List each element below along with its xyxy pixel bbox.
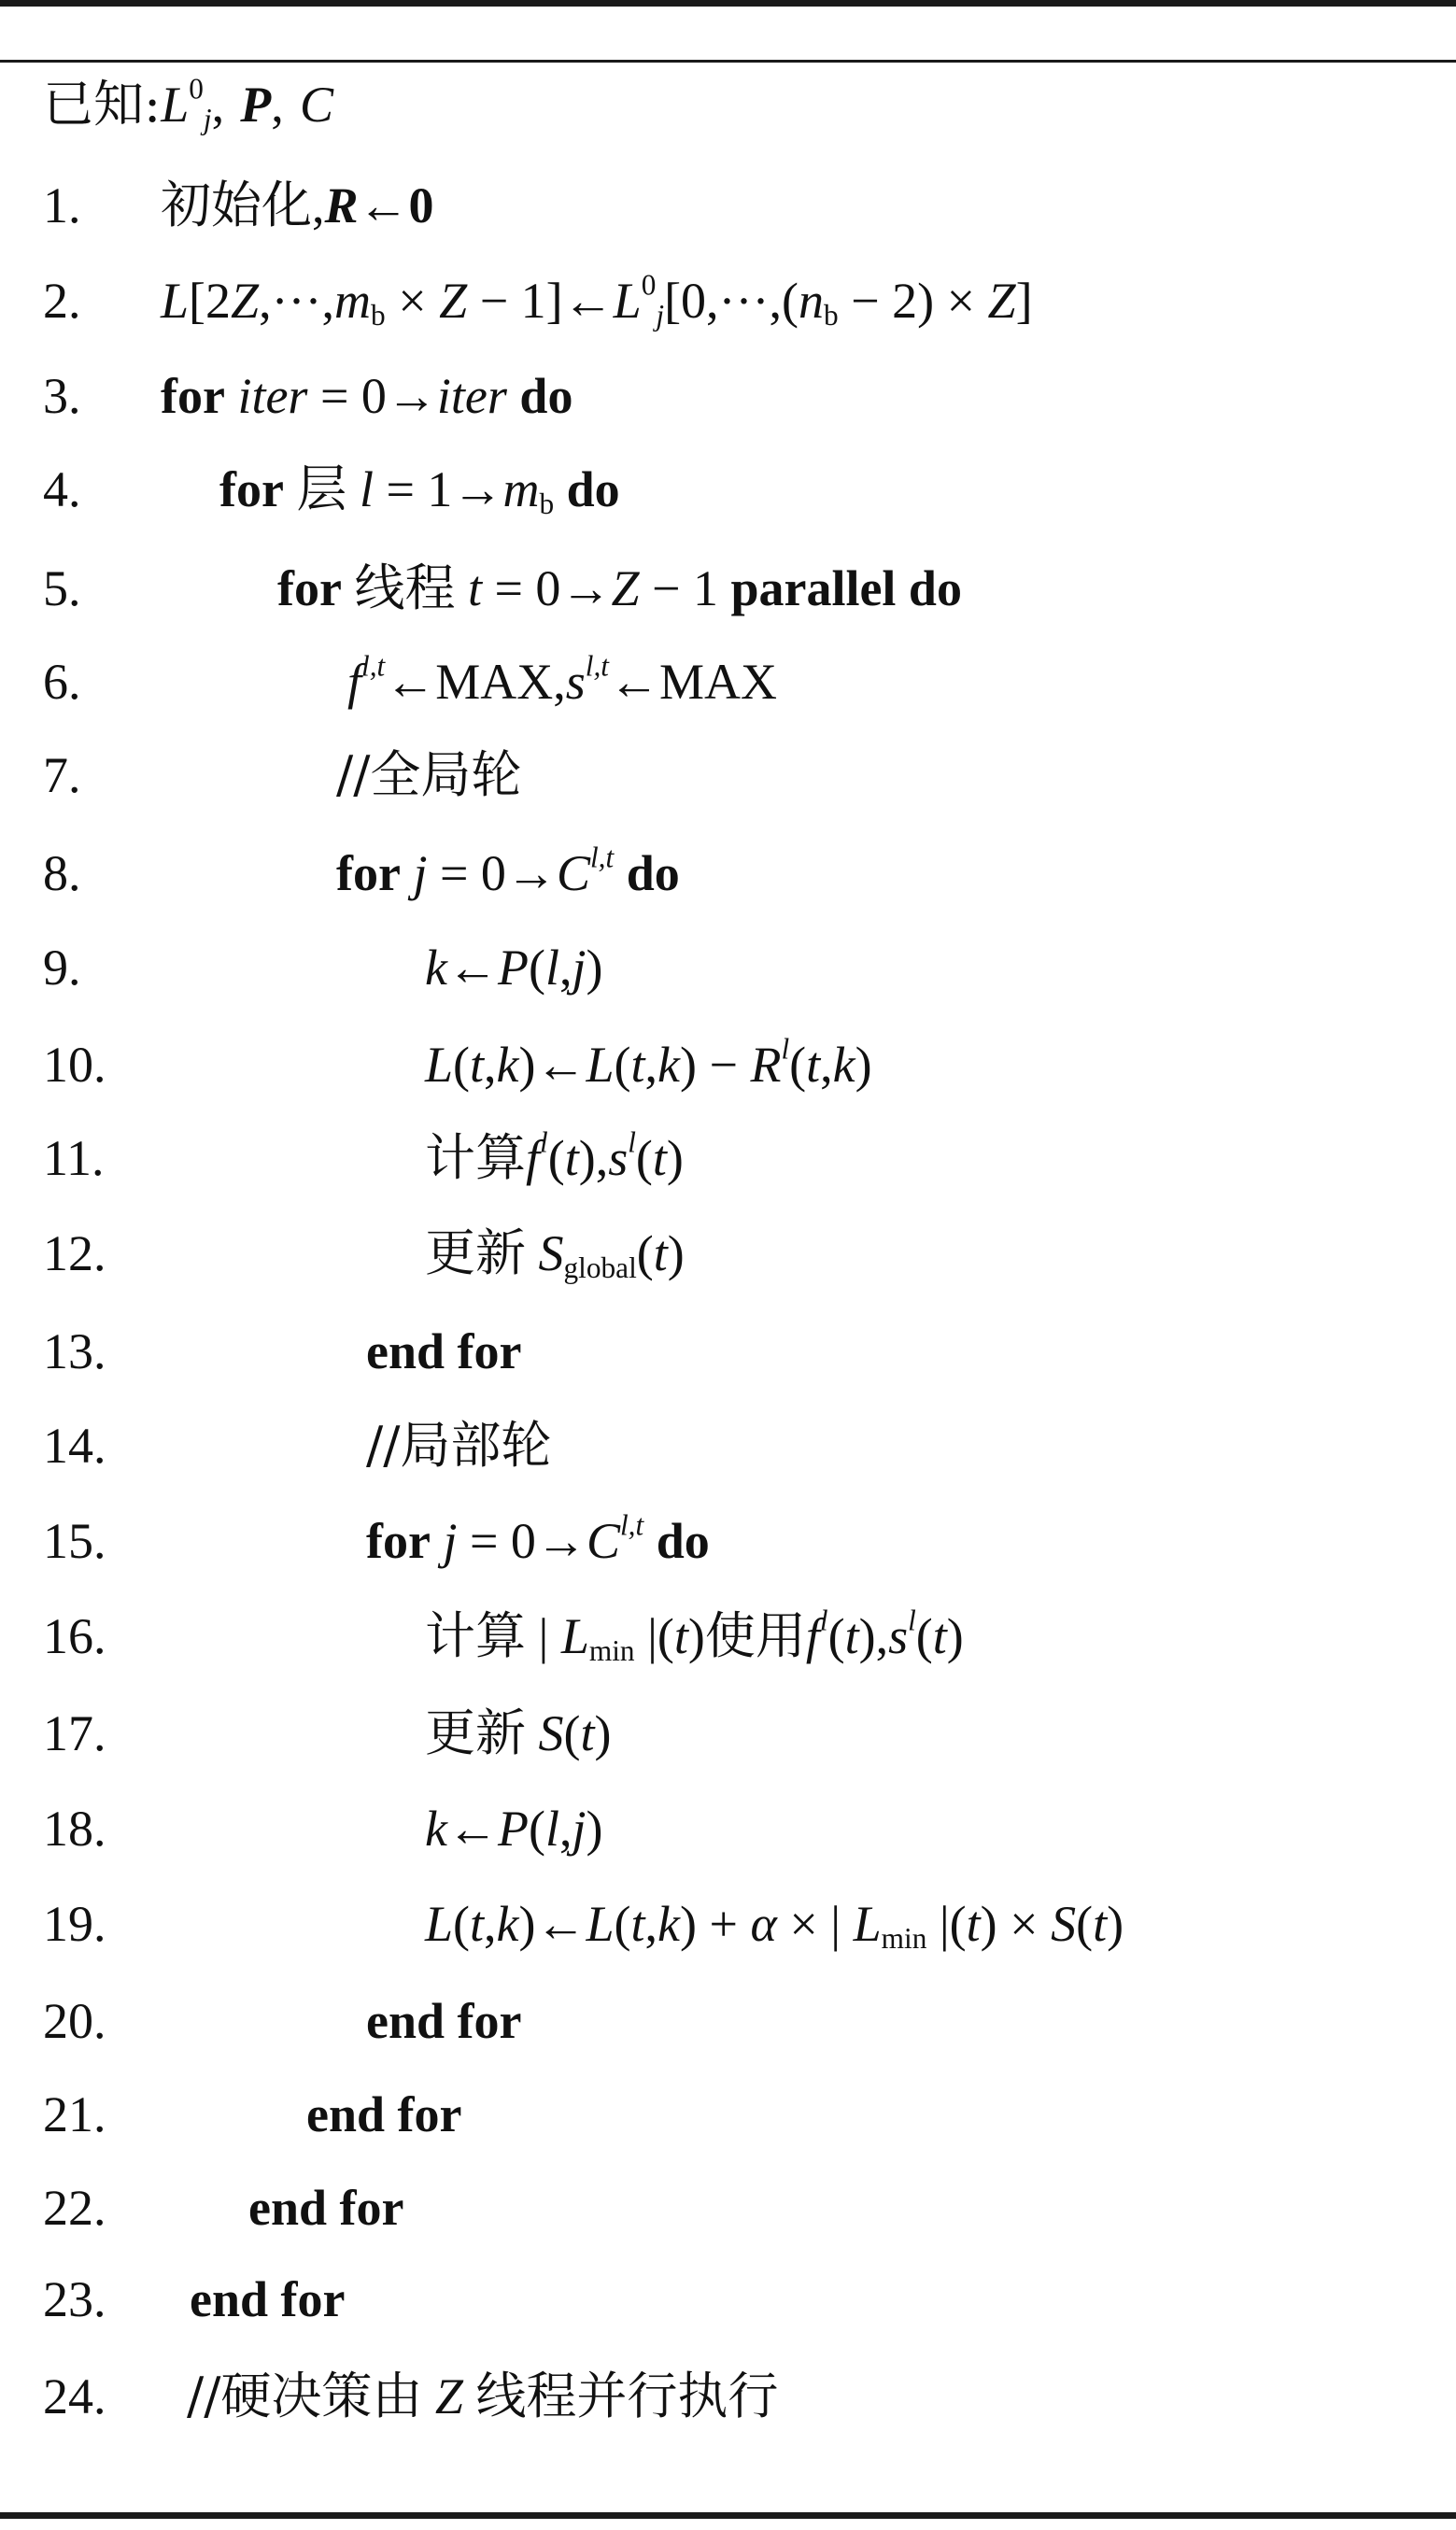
math-L: L [161,273,190,329]
line-code [161,263,1033,338]
kw-do: do [656,1513,710,1569]
line-number: 4. [43,461,81,517]
max-text: MAX [435,654,554,710]
var-iter: iter [436,368,507,424]
range: = 1→ [373,461,503,517]
line-number: 14. [43,1418,106,1474]
kw-for: for [161,368,225,424]
math-Z: Z [611,560,640,616]
var-t: t [467,560,482,616]
paren: ( [563,1705,581,1761]
times: ) × [980,1896,1052,1952]
arrow: ← [358,177,409,233]
var-t: t [966,1896,981,1952]
update-text: 更新 [425,1223,526,1282]
var-L: L [853,1896,882,1952]
sub-b: b [371,298,386,332]
line-number: 1. [43,177,81,233]
var-L: L [425,1896,454,1952]
kw-do: do [566,461,620,517]
top-rule [0,0,1456,7]
var-L: L [586,1037,615,1093]
var-P: P [497,940,529,996]
param-L-sub: j [203,102,212,135]
var-t: t [1093,1896,1108,1952]
compute-text: 计算 [425,1128,526,1187]
var-l: l [359,461,374,517]
arrow: ← [385,654,436,710]
math-Z: Z [231,273,260,329]
layer-text: 层 [296,459,347,518]
var-l: l [544,940,559,996]
comment-local-round: //局部轮 [366,1416,552,1475]
line-code [161,359,573,433]
paren: ) [855,1037,872,1093]
var-R: R [750,1037,782,1093]
thread-text: 线程 [354,558,456,617]
paren: ) [594,1705,612,1761]
comment-hard-decision-a: //硬决策由 [187,2367,423,2425]
line-number: 12. [43,1225,106,1281]
line-code [425,1027,872,1102]
line-code [347,644,777,719]
times: × [776,1896,831,1952]
kw-for: for [336,845,401,901]
paren: ) [946,1608,964,1664]
kw-end-for: end for [248,2180,404,2236]
bracket: [ [189,273,206,329]
minus-one: − 1 [467,273,546,329]
line-number: 16. [43,1608,106,1664]
paren: ( [528,940,545,996]
range: = 0→ [481,560,612,616]
paren: ) [666,1130,684,1186]
comment-hard-decision-b: 线程并行执行 [475,2367,779,2425]
kw-end-for: end for [366,1993,522,2049]
var-L: L [560,1608,589,1664]
paren: ( [635,1130,653,1186]
line-code [336,836,680,911]
sup-lt: l,t [589,841,615,874]
kw-for: for [277,560,342,616]
var-t: t [653,1225,668,1281]
comma: , [820,1037,833,1093]
line-code [425,1696,611,1771]
line-code [366,1984,521,2058]
var-j: j [443,1513,458,1569]
sub-global: global [563,1251,637,1284]
var-f: f [805,1608,820,1664]
var-s: s [608,1130,629,1186]
sup-lt: l,t [585,649,610,683]
plus: ) + [680,1896,751,1952]
paren: )← [518,1896,587,1952]
line-code [219,452,620,527]
line-code [190,2262,345,2337]
math-Z: Z [439,273,468,329]
update-text: 更新 [425,1703,526,1762]
bracket: ]← [545,273,614,329]
var-k: k [657,1896,681,1952]
paren: ) [687,1608,705,1664]
paren: ( [827,1608,845,1664]
line-code [366,1314,521,1389]
arrow: ← [446,940,498,996]
var-f: f [347,654,362,710]
var-alpha: α [750,1896,777,1952]
kw-end-for: end for [190,2271,346,2327]
use-text: 使用 [704,1606,806,1665]
arrow: ← [609,654,660,710]
var-t: t [673,1608,688,1664]
sup-l: l [908,1604,916,1637]
line-number: 8. [43,845,81,901]
known-inputs [43,67,333,142]
line-number: 21. [43,2086,106,2142]
paren: ( [636,1225,654,1281]
sep: , [271,77,284,133]
var-S: S [1051,1896,1077,1952]
header-rule [0,60,1456,63]
var-Z: Z [434,2368,463,2424]
line-number: 7. [43,747,81,803]
sup-lt: l,t [619,1508,644,1542]
var-s: s [888,1608,909,1664]
range: = 0→ [427,845,557,901]
compute-text: 计算 [425,1606,526,1665]
bracket: [0,···,( [664,273,799,329]
arrow: ← [446,1801,498,1857]
times: × [385,273,440,329]
param-L-sup: 0 [189,72,204,106]
sub-b: b [539,487,555,520]
sup-0: 0 [641,268,657,302]
math-m: m [334,273,372,329]
line-code [336,738,521,813]
var-L: L [425,1037,454,1093]
line-number: 18. [43,1801,106,1857]
var-t: t [630,1896,645,1952]
paren: ( [915,1608,933,1664]
range: = 0→ [307,368,437,424]
sub-b: b [823,298,839,332]
line-code [366,1504,710,1578]
math-2: 2 [205,273,232,329]
paren: )← [518,1037,587,1093]
line-number: 6. [43,654,81,710]
kw-parallel-do: parallel do [730,560,962,616]
kw-end-for: end for [366,1323,522,1379]
paren: ( [528,1801,545,1857]
line-number: 9. [43,940,81,996]
kw-do: do [626,845,680,901]
var-t: t [564,1130,579,1186]
line-code [425,1599,964,1674]
var-t: t [932,1608,947,1664]
math-Z: Z [987,273,1016,329]
line-code [161,168,434,243]
math-m: m [502,461,540,517]
var-t: t [470,1037,485,1093]
minus-one: − 1 [639,560,718,616]
sup-lt: l,t [361,649,386,683]
bracket: ] [1015,273,1033,329]
comma: , [312,177,325,233]
var-iter: iter [237,368,308,424]
comma: , [644,1037,658,1093]
line-code [366,1408,551,1483]
sup-l: l [628,1125,636,1159]
var-k: k [496,1896,519,1952]
line-number: 10. [43,1037,106,1093]
var-j: j [572,940,587,996]
init-text: 初始化 [161,176,312,234]
sep: , [211,77,225,133]
var-P: P [497,1801,529,1857]
line-number: 24. [43,2368,106,2424]
kw-do: do [519,368,573,424]
line-number: 2. [43,273,81,329]
kw-end-for: end for [306,2086,462,2142]
bottom-rule [0,2512,1456,2519]
abs-bar: | [830,1896,841,1952]
comment-global-round: //全局轮 [336,745,522,804]
paren: ( [1076,1896,1094,1952]
var-t: t [470,1896,485,1952]
paren: ( [547,1130,565,1186]
var-s: s [565,654,586,710]
line-number: 19. [43,1896,106,1952]
math-L: L [613,273,642,329]
sup-l: l [819,1604,828,1637]
comma: , [644,1896,658,1952]
math-sep: ,···, [259,273,335,329]
paren: ) [586,1801,603,1857]
sub-j: j [656,298,665,332]
comma: , [484,1896,497,1952]
var-L: L [586,1896,615,1952]
line-code [425,1121,684,1195]
line-number: 11. [43,1130,105,1186]
range: = 0→ [457,1513,587,1569]
var-k: k [425,940,447,996]
param-P: P [240,77,272,133]
var-j: j [572,1801,587,1857]
abs-bar: | [647,1608,657,1664]
comma: , [558,1801,573,1857]
line-code [425,1216,685,1291]
param-L: L [161,77,190,133]
line-code [425,930,602,1005]
minus-two: − 2) × [838,273,988,329]
var-t: t [806,1037,821,1093]
paren: ) [586,940,603,996]
line-number: 15. [43,1513,106,1569]
line-number: 17. [43,1705,106,1761]
var-C: C [586,1513,620,1569]
line-code [187,2359,778,2434]
known-label: 已知: [43,75,162,134]
paren: ( [949,1896,967,1952]
comma: , [558,940,573,996]
var-f: f [526,1130,541,1186]
var-k: k [496,1037,519,1093]
sup-l: l [540,1125,548,1159]
var-S: S [538,1225,564,1281]
var-t: t [630,1037,645,1093]
var-t: t [652,1130,667,1186]
var-k: k [657,1037,681,1093]
paren: ), [858,1608,889,1664]
R-symbol: R [324,177,359,233]
paren: ) [667,1225,685,1281]
var-j: j [413,845,428,901]
line-number: 3. [43,368,81,424]
line-code [277,551,962,626]
abs-bar: | [939,1896,950,1952]
zero: 0 [408,177,434,233]
paren: ( [614,1037,631,1093]
math-n: n [798,273,824,329]
paren: ( [453,1896,471,1952]
max-text: MAX [659,654,778,710]
var-l: l [544,1801,559,1857]
var-t: t [580,1705,595,1761]
var-k: k [832,1037,855,1093]
paren: ) [1107,1896,1124,1952]
comma: , [553,654,566,710]
var-S: S [538,1705,564,1761]
line-number: 23. [43,2271,106,2327]
abs-bar: | [538,1608,549,1664]
line-number: 22. [43,2180,106,2236]
sub-min: min [588,1633,635,1667]
minus: ) − [680,1037,751,1093]
comma: , [484,1037,497,1093]
paren: ), [578,1130,609,1186]
paren: ( [614,1896,631,1952]
sup-l: l [781,1032,790,1066]
paren: ( [453,1037,471,1093]
line-number: 20. [43,1993,106,2049]
line-number: 5. [43,560,81,616]
paren: ( [657,1608,674,1664]
var-C: C [556,845,590,901]
kw-for: for [219,461,284,517]
line-code [306,2077,461,2152]
paren: ( [789,1037,807,1093]
param-C: C [299,77,333,133]
line-code [425,1887,1124,1961]
kw-for: for [366,1513,431,1569]
sub-min: min [881,1921,927,1955]
line-code [425,1791,602,1866]
var-t: t [844,1608,859,1664]
line-code [248,2170,403,2245]
line-number: 13. [43,1323,106,1379]
var-k: k [425,1801,447,1857]
